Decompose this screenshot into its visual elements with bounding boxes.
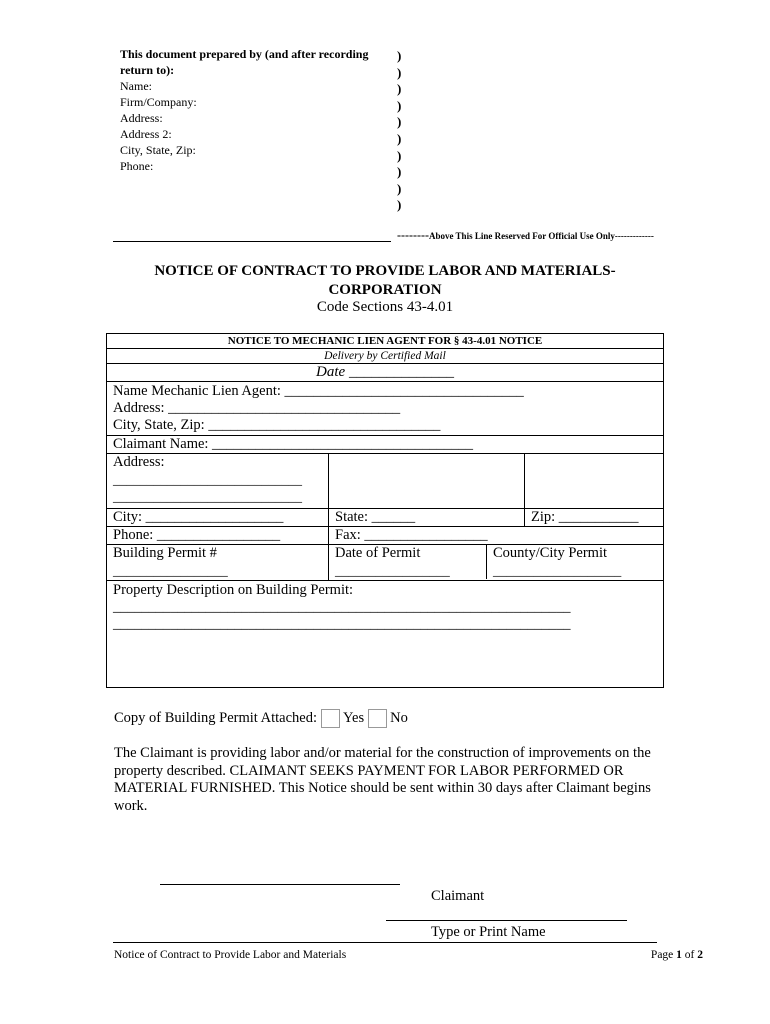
property-description-label: Property Description on Building Permit: <box>113 582 354 598</box>
page-total: 2 <box>697 949 703 961</box>
property-description-cell <box>107 581 664 688</box>
prepared-firm-field: Firm/Company: <box>120 95 197 109</box>
delivery-method: Delivery by Certified Mail <box>107 349 664 364</box>
signature-line[interactable] <box>160 884 400 885</box>
notice-form-table <box>106 333 664 688</box>
prepared-phone-field: Phone: <box>120 159 154 173</box>
claimant-name-field[interactable]: Claimant Name: ____________________________________ <box>107 436 664 454</box>
permit-date-county-cell <box>329 545 664 581</box>
prepared-by-block <box>120 46 390 174</box>
claimant-address-cell <box>107 454 329 509</box>
city-field[interactable]: City: ___________________ <box>107 509 329 527</box>
lien-agent-city-field[interactable]: City, State, Zip: ________________________________ <box>113 417 441 433</box>
document-title <box>100 262 670 300</box>
address-blank-cell <box>329 454 525 509</box>
title-line-1: NOTICE OF CONTRACT TO PROVIDE LABOR AND MATERIALS- <box>154 263 616 279</box>
official-use-dashes: -------- <box>397 228 429 242</box>
prepared-address2-field: Address 2: <box>120 127 172 141</box>
property-description-line-2[interactable]: ________________________________________________________________ <box>113 616 571 632</box>
state-field[interactable]: State: ______ <box>329 509 525 527</box>
yes-checkbox[interactable] <box>321 709 340 728</box>
code-sections: Code Sections 43-4.01 <box>316 299 454 315</box>
date-of-permit-input[interactable]: _________________ <box>335 563 450 578</box>
page-current: 1 <box>676 949 682 961</box>
lien-agent-name-field[interactable]: Name Mechanic Lien Agent: _________________________________ <box>113 383 524 399</box>
zip-field[interactable]: Zip: ___________ <box>525 509 664 527</box>
claimant-address-label: Address: <box>113 454 165 470</box>
prepared-city-field: City, State, Zip: <box>120 143 196 157</box>
no-label: No <box>390 710 408 726</box>
title-line-2: CORPORATION <box>328 282 442 298</box>
parenthesis-column: ) ) ) ) ) ) ) ) ) ) <box>397 48 402 213</box>
building-permit-cell <box>107 545 329 581</box>
permit-attached-row <box>114 709 408 728</box>
prepared-address-field: Address: <box>120 111 163 125</box>
lien-agent-address-field[interactable]: Address: ________________________________ <box>113 400 401 416</box>
page-of: of <box>681 949 698 961</box>
county-permit-cell <box>487 545 627 579</box>
property-description-line-1[interactable]: ________________________________________________________________ <box>113 599 571 615</box>
address-blank-cell-2 <box>525 454 664 509</box>
prepared-by-heading: This document prepared by (and after recording return to): <box>120 47 369 77</box>
footer-divider <box>113 942 657 943</box>
header-divider <box>113 241 391 242</box>
page-number <box>651 949 703 961</box>
phone-field[interactable]: Phone: _________________ <box>107 527 329 545</box>
claimant-address-line-1[interactable]: ____________________________ <box>113 472 302 487</box>
permit-attached-label: Copy of Building Permit Attached: <box>114 710 317 726</box>
print-name-line[interactable] <box>386 920 627 921</box>
official-use-text: Above This Line Reserved For Official Use Only------------- <box>428 231 654 241</box>
no-checkbox[interactable] <box>368 709 387 728</box>
claimant-address-line-2[interactable]: ____________________________ <box>113 489 302 504</box>
building-permit-label: Building Permit # <box>113 545 217 561</box>
footer-title: Notice of Contract to Provide Labor and Materials <box>114 949 347 961</box>
date-of-permit-cell <box>329 545 487 579</box>
type-print-label: Type or Print Name <box>431 924 546 940</box>
official-use-line <box>397 228 654 243</box>
page-prefix: Page <box>650 949 677 961</box>
form-header: NOTICE TO MECHANIC LIEN AGENT FOR § 43-4.01 NOTICE <box>107 334 664 349</box>
date-field[interactable]: Date ______________ <box>107 364 664 382</box>
fax-field[interactable]: Fax: _________________ <box>329 527 664 545</box>
prepared-name-field: Name: <box>120 79 152 93</box>
county-permit-label: County/City Permit <box>493 545 607 561</box>
yes-label: Yes <box>343 710 365 726</box>
claimant-label: Claimant <box>431 888 485 904</box>
building-permit-input[interactable]: _________________ <box>113 563 228 578</box>
county-permit-input[interactable]: ___________________ <box>493 563 622 578</box>
claimant-notice-paragraph: The Claimant is providing labor and/or material for the construction of improvements on the property described. CLAIMANT SEEKS PAYMENT FOR LABOR PERFORMED OR MATERIAL FURNISHED. This Notice should be sent within 30 days after Claimant begins work. <box>114 745 651 814</box>
date-of-permit-label: Date of Permit <box>335 545 421 561</box>
lien-agent-cell <box>107 382 664 436</box>
